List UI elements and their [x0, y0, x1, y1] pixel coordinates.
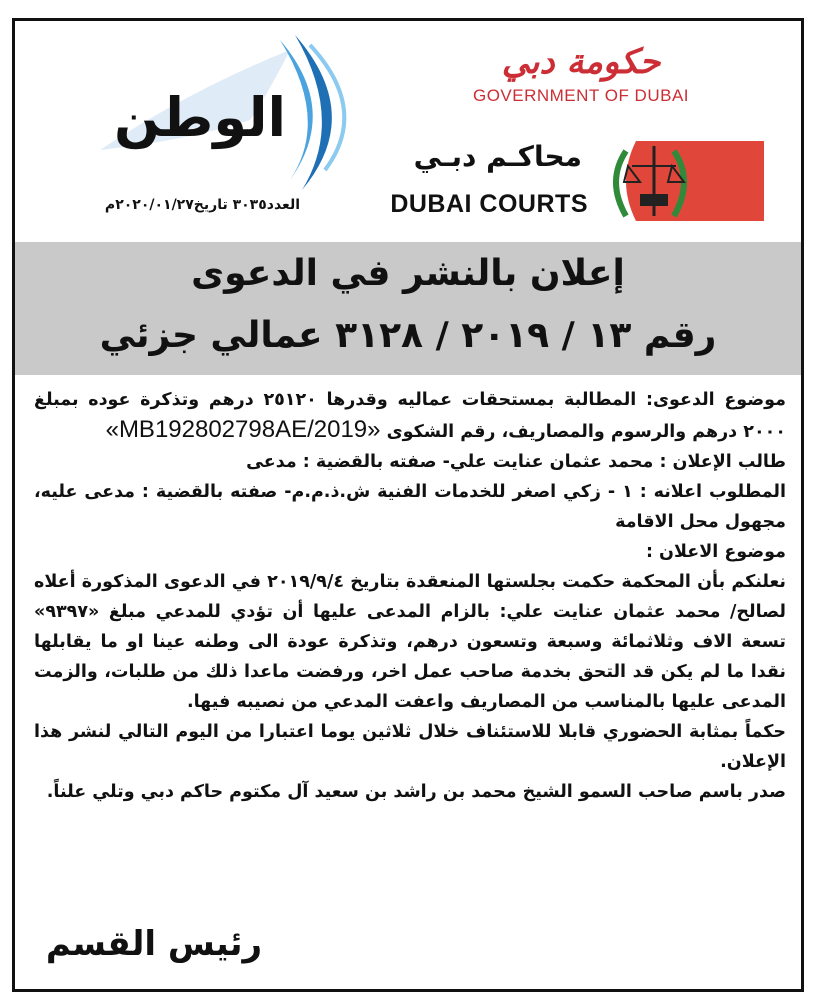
notice-subject-label: موضوع الاعلان :	[645, 542, 786, 562]
section-head-signature: رئيس القسم	[45, 924, 263, 964]
dubai-courts-english: DUBAI COURTS	[390, 190, 588, 218]
case-number: رقم ١٣ / ٢٠١٩ / ٣١٢٨ عمالي جزئي	[99, 315, 717, 356]
claim-subject	[34, 385, 786, 447]
newspaper-name: الوطن	[113, 86, 287, 149]
complaint-reference: «MB192802798AE/2019»	[105, 416, 381, 443]
claim-subject-text: موضوع الدعوى: المطالبة بمستحقات عماليه وقدرها ٢٥١٢٠ درهم وتذكرة عوده بمبلغ ٢٠٠٠ درهم والرسوم والمصاريف، رقم الشكوى	[34, 390, 786, 442]
notified-party: المطلوب اعلانه : ١ - زكي اصغر للخدمات الفنية ش.ذ.م.م- صفته بالقضية : مدعى عليه، مجهول محل الاقامة	[34, 482, 786, 532]
gov-logo-english: GOVERNMENT OF DUBAI	[472, 86, 690, 105]
notifying-party: طالب الإعلان : محمد عثمان عنايت علي- صفته بالقضية : مدعى	[246, 452, 786, 472]
gov-logo-arabic: حكومة دبي	[501, 42, 661, 82]
dubai-courts-emblem-icon	[596, 136, 766, 226]
issued-text: صدر باسم صاحب السمو الشيخ محمد بن راشد بن سعيد آل مكتوم حاكم دبي وتلي علناً.	[46, 782, 786, 802]
dubai-courts-arabic: محاكـم دبـي	[413, 140, 582, 173]
judgment-text: نعلنكم بأن المحكمة حكمت بجلستها المنعقدة بتاريخ ٢٠١٩/٩/٤ في الدعوى المذكورة أعلاه لصالح/ محمد عثمان عنايت علي: بالزام المدعى عليها أن تؤدي للمدعي مبلغ «٩٣٩٧» تسعة الاف وثلاثمائة وسبعة وتسعون درهم، وتذكرة عودة الى وطنه عينا او ما يقابلها نقدا ما لم يكن قد التحق بخدمة صاحب عمل اخر، ورفضت ماعدا ذلك من طلبات، والزمت المدعى عليها بالمناسب من المصاريف واعفت المدعي من نصيبه فيها.	[34, 572, 786, 712]
government-of-dubai-logo	[466, 42, 696, 106]
notice-title: إعلان بالنشر في الدعوى	[191, 253, 625, 294]
notice-body	[34, 385, 786, 807]
appeal-text: حكماً بمثابة الحضوري قابلا للاستئناف خلال ثلاثين يوما اعتبارا من اليوم التالي لنشر هذا الإعلان.	[34, 722, 786, 772]
issue-date: العدد٣٠٣٥ تاريخ٢٠٢٠/٠١/٢٧م	[104, 197, 300, 213]
